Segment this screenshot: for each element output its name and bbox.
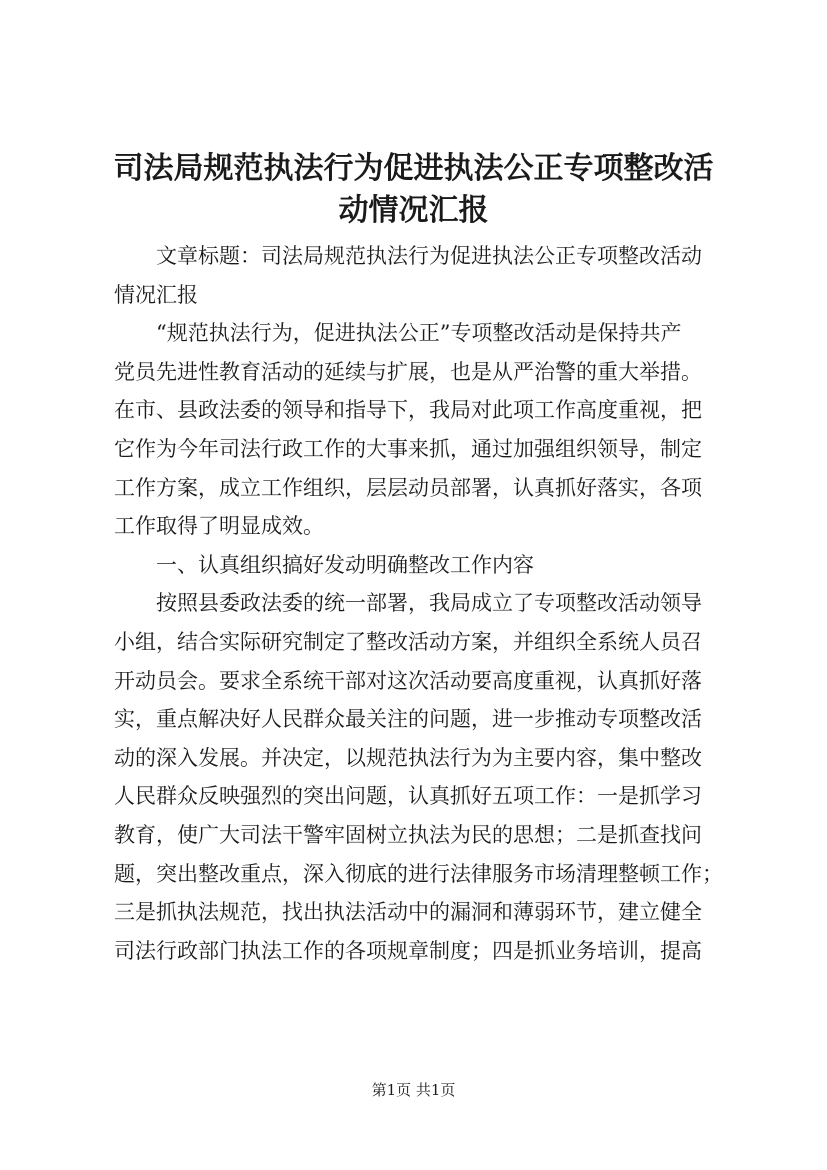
section-heading: 一、认真组织搞好发动明确整改工作内容 bbox=[156, 552, 534, 577]
body-line: 工作取得了明显成效。 bbox=[114, 514, 324, 539]
document-title bbox=[100, 148, 727, 232]
title-line: 司法局规范执法行为促进执法公正专项整改活 bbox=[113, 151, 714, 186]
body-line: 题，突出整改重点，深入彻底的进行法律服务市场清理整顿工作； bbox=[114, 861, 723, 886]
body-line: 司法行政部门执法工作的各项规章制度；四是抓业务培训，提高 bbox=[114, 938, 702, 963]
body-line: 三是抓执法规范，找出执法活动中的漏洞和薄弱环节，建立健全 bbox=[114, 900, 702, 925]
body-line: 开动员会。要求全系统干部对这次活动要高度重视，认真抓好落 bbox=[114, 668, 702, 693]
body-line: 按照县委政法委的统一部署，我局成立了专项整改活动领导 bbox=[156, 591, 702, 616]
body-line: 工作方案，成立工作组织，层层动员部署，认真抓好落实，各项 bbox=[114, 475, 702, 500]
document-body bbox=[114, 237, 726, 970]
body-line: 人民群众反映强烈的突出问题，认真抓好五项工作：一是抓学习 bbox=[114, 784, 702, 809]
body-line: 在市、县政法委的领导和指导下，我局对此项工作高度重视，把 bbox=[114, 398, 702, 423]
body-line: “规范执法行为，促进执法公正”专项整改活动是保持共产 bbox=[156, 321, 682, 346]
body-line: 情况汇报 bbox=[114, 282, 198, 307]
body-line: 它作为今年司法行政工作的大事来抓，通过加强组织领导，制定 bbox=[114, 436, 702, 461]
body-line: 小组，结合实际研究制定了整改活动方案，并组织全系统人员召 bbox=[114, 629, 702, 654]
title-line: 动情况汇报 bbox=[338, 193, 489, 228]
page-footer: 第1页 共1页 bbox=[371, 1081, 456, 1099]
body-line: 党员先进性教育活动的延续与扩展，也是从严治警的重大举措。 bbox=[114, 359, 702, 384]
body-line: 文章标题：司法局规范执法行为促进执法公正专项整改活动 bbox=[156, 244, 702, 268]
body-line: 动的深入发展。并决定，以规范执法行为为主要内容，集中整改 bbox=[114, 745, 702, 770]
body-line: 实，重点解决好人民群众最关注的问题，进一步推动专项整改活 bbox=[114, 707, 702, 732]
body-line: 教育，使广大司法干警牢固树立执法为民的思想；二是抓查找问 bbox=[114, 822, 702, 847]
